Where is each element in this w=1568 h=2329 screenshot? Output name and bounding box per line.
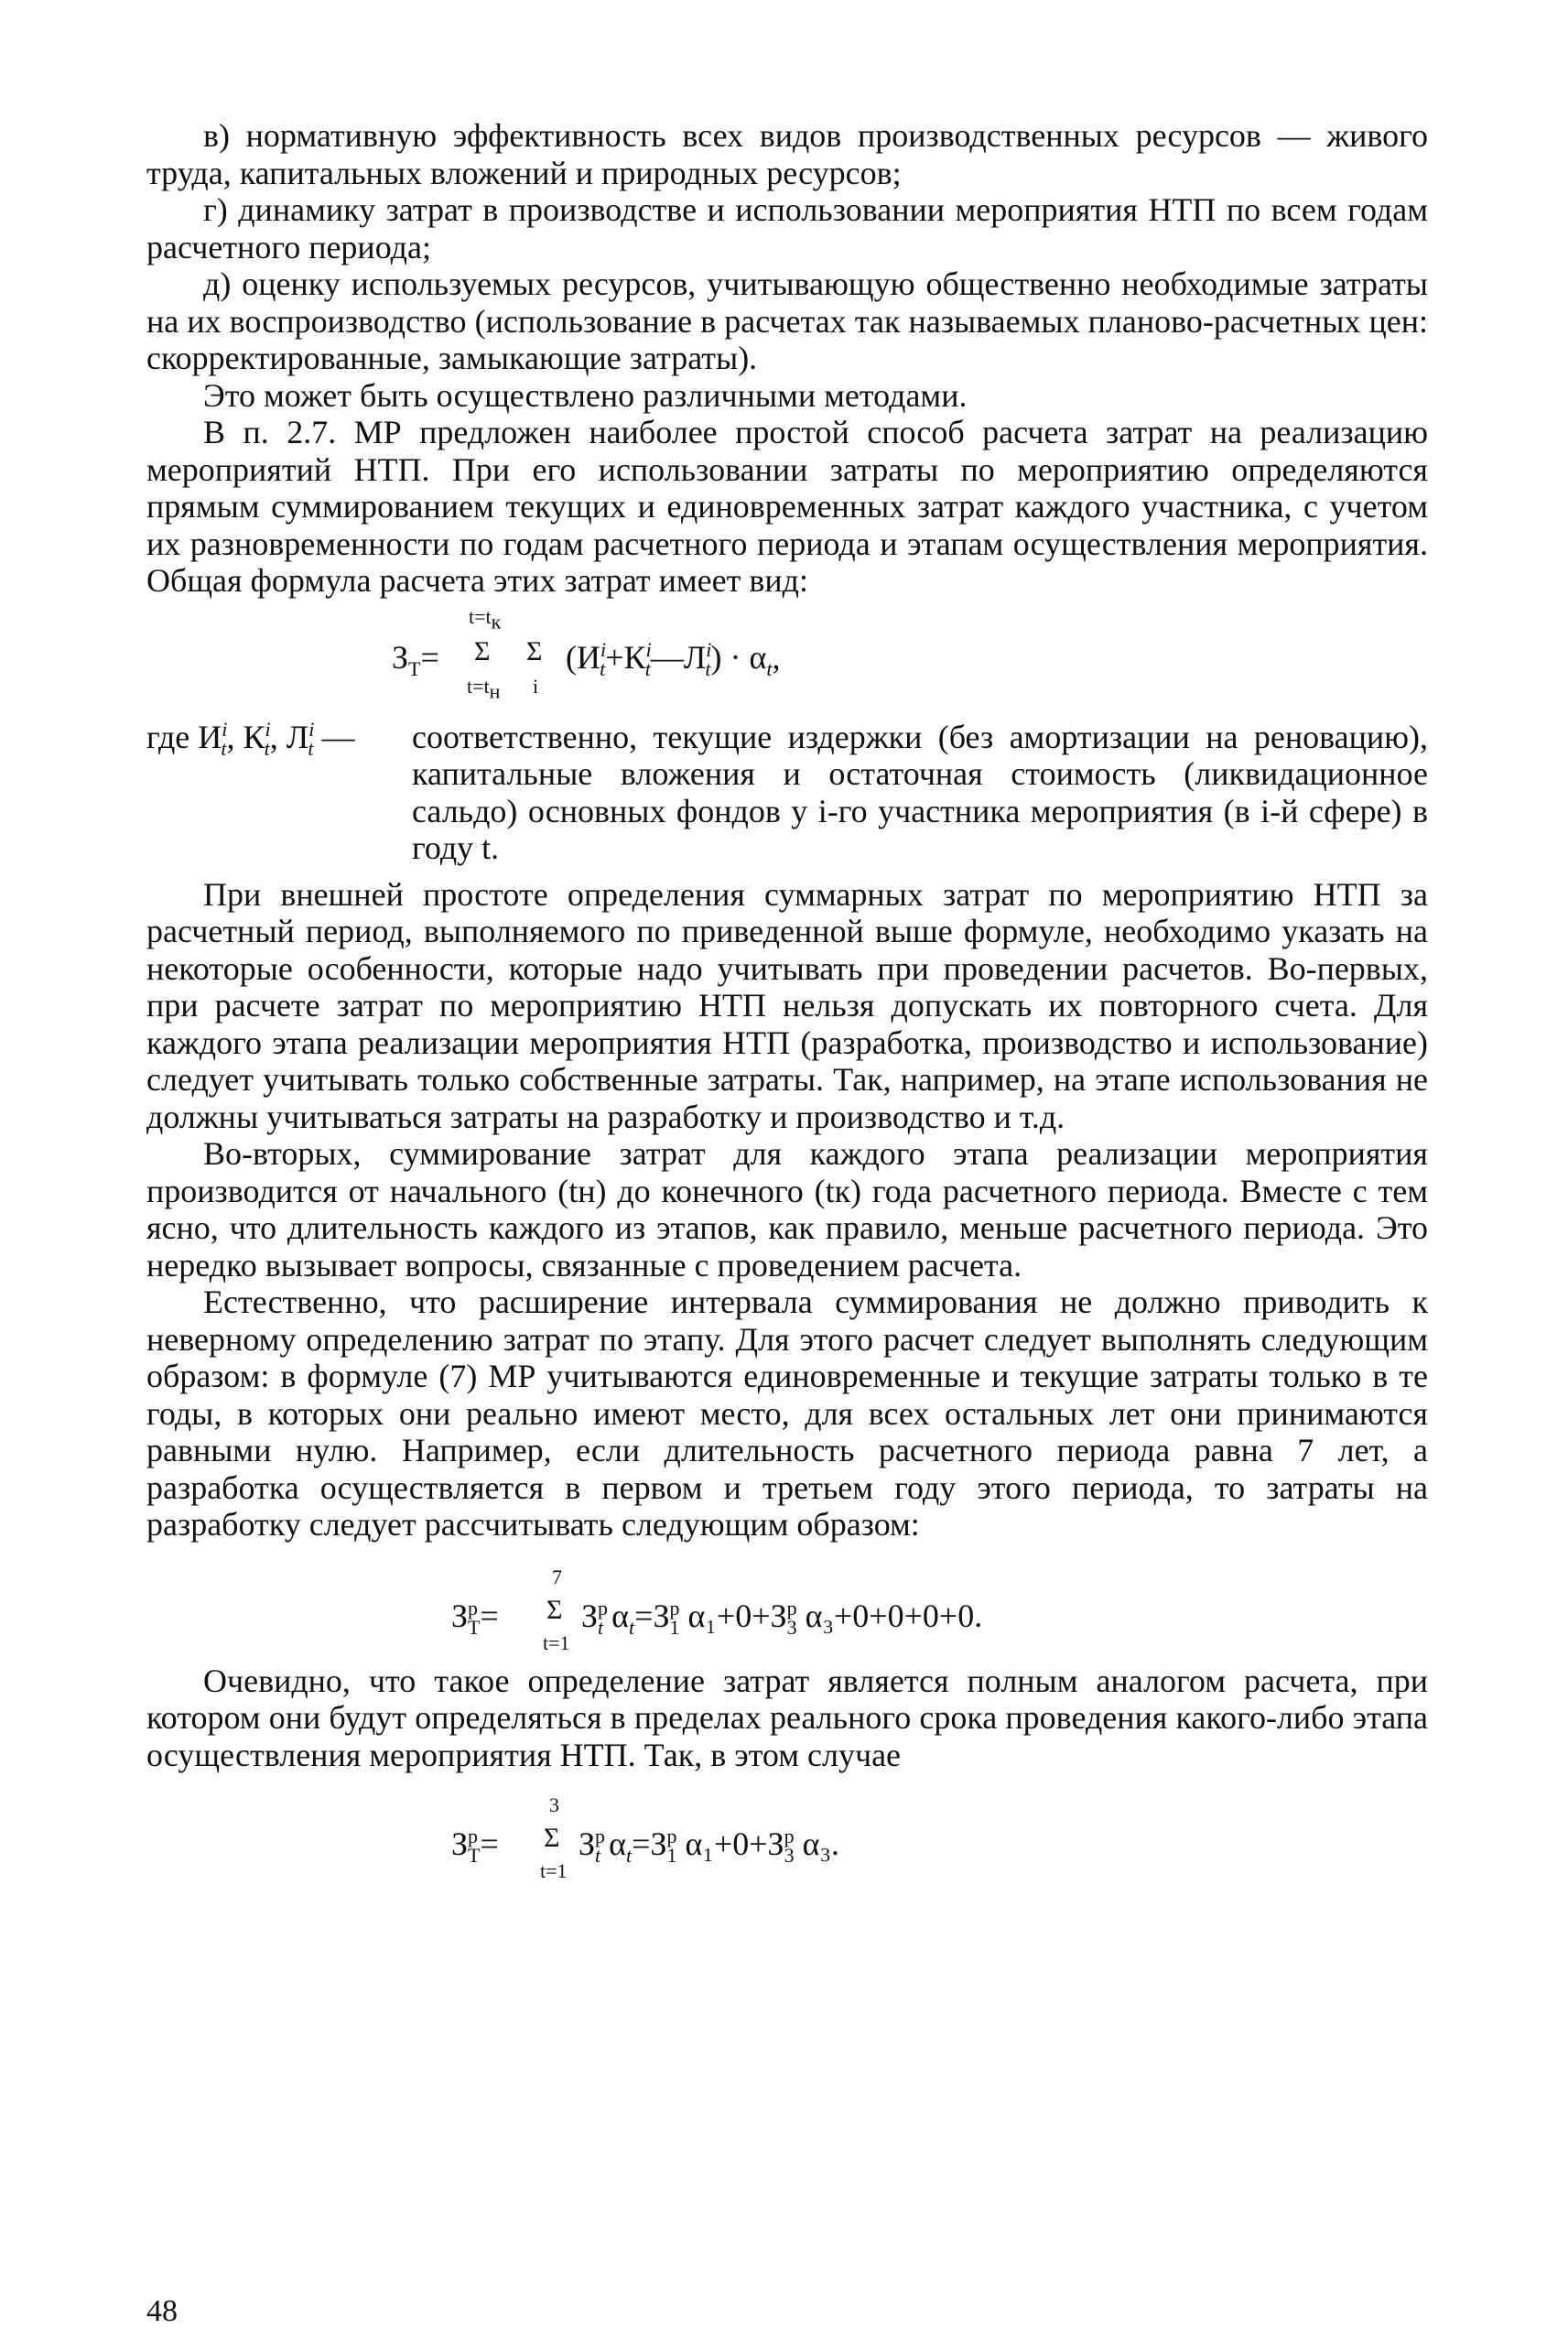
formula3-body: $З^р_t$ $\alpha_t=З^р_1$ $\alpha_1+0+З^р_3$ α₃. [579, 1825, 839, 1868]
sum3-upper-limit: 3 [549, 1793, 559, 1816]
sum-upper-limit: $t=t_к$ [469, 604, 502, 633]
sum-i-index: i [533, 674, 539, 698]
paragraph-v: в) нормативную эффективность всех видов производственных ресурсов — живого труда, капитальных вложений и природных ресурсов; [146, 117, 1428, 191]
paragraph-d: д) оценку используемых ресурсов, учитывающую общественно необходимые затраты на их воспроизводство (использование в расчетах так называемых планово-расчетных цен: скорректированные, замыкающие затраты). [146, 265, 1428, 376]
formula-development-3 [146, 1773, 1428, 1892]
formula3-lhs: $З^р_Т=$ [451, 1825, 499, 1868]
formula2-body: $З^р_t$ $\alpha_t=З^р_1$ $\alpha_1+0+З^р_3$ α₃+0+0+0+0. [581, 1596, 983, 1639]
book-page [146, 117, 1428, 2328]
formula2-lhs: $З^р_Т=$ [451, 1596, 499, 1639]
paragraph-mr-2-7: В п. 2.7. МР предложен наиболее простой способ расчета затрат на реализацию мероприятий НТП. При его использовании затраты по мероприятию определяются прямым суммированием текущих и единовременных затрат каждого участника, с учетом их разновременности по годам расчетного периода и этапам осуществления мероприятия. Общая формула расчета этих затрат имеет вид: [146, 414, 1428, 599]
paragraph-methods: Это может быть осуществлено различными методами. [203, 376, 968, 414]
legend-symbols: где $И^i_t$, $К^i_t$, $Л^i_t$ — [146, 717, 355, 760]
formula-body: $(И^i_t+К^i_t—Л^i_t) \cdot \alpha_t$, [566, 637, 781, 680]
paragraph-analog: Очевидно, что такое определение затрат является полным аналогом расчета, при котором они будут определяться в пределах реального срока проведения какого-либо этапа осуществления мероприятия НТП. Так, в этом случае [146, 1662, 1428, 1773]
sigma-i: Σ [526, 635, 543, 666]
sum-lower-limit: $t=t_н$ [467, 674, 501, 702]
paragraph-extension: Естественно, что расширение интервала суммирования не должно приводить к неверному определению затрат по этапу. Для этого расчет следует выполнять следующим образом: в формуле (7) МР учитываются единовременные и текущие затраты только в те годы, в которых они реально имеют место, для всех остальных лет они принимаются равными нулю. Например, если длительность расчетного периода равна 7 лет, а разработка осуществляется в первом и третьем году этого периода, то затраты на разработку следует рассчитывать следующим образом: [146, 1284, 1428, 1543]
sum2-upper-limit: 7 [552, 1565, 562, 1588]
page-number: 48 [146, 2294, 178, 2328]
sigma-t: Σ [474, 635, 491, 666]
sigma3: Σ [544, 1823, 560, 1853]
paragraph-second: Во-вторых, суммирование затрат для каждого этапа реализации мероприятия производится от начального (tн) до конечного (tк) года расчетного периода. Вместе с тем ясно, что длительность каждого из этапов, как правило, меньше расчетного периода. Это нередко вызывает вопросы, связанные с проведением расчета. [146, 1135, 1428, 1284]
sum2-lower-limit: t=1 [543, 1630, 570, 1654]
paragraph-g: г) динамику затрат в производстве и использовании мероприятия НТП по всем годам расчетного периода; [146, 191, 1428, 265]
formula-total-costs [146, 600, 1428, 719]
formula-lhs: $З_Т=$ [392, 638, 439, 680]
legend-description: соответственно, текущие издержки (без амортизации на реновацию), капитальные вложения и остаточная стоимость (ликвидационное сальдо) основных фондов у i-го участника мероприятия (в i-й сфере) в году t. [412, 718, 1428, 866]
formula-development-7 [146, 1544, 1428, 1663]
formula-legend [146, 719, 1428, 876]
sigma2: Σ [546, 1594, 563, 1625]
paragraph-peculiarities: При внешней простоте определения суммарных затрат по мероприятию НТП за расчетный период, выполняемого по приведенной выше формуле, необходимо указать на некоторые особенности, которые надо учитывать при проведении расчетов. Во-первых, при расчете затрат по мероприятию НТП нельзя допускать их повторного счета. Для каждого этапа реализации мероприятия НТП (разработка, производство и использование) следует учитывать только собственные затраты. Так, например, на этапе использования не должны учитываться затраты на разработку и производство и т.д. [146, 875, 1428, 1135]
sum3-lower-limit: t=1 [540, 1859, 568, 1882]
